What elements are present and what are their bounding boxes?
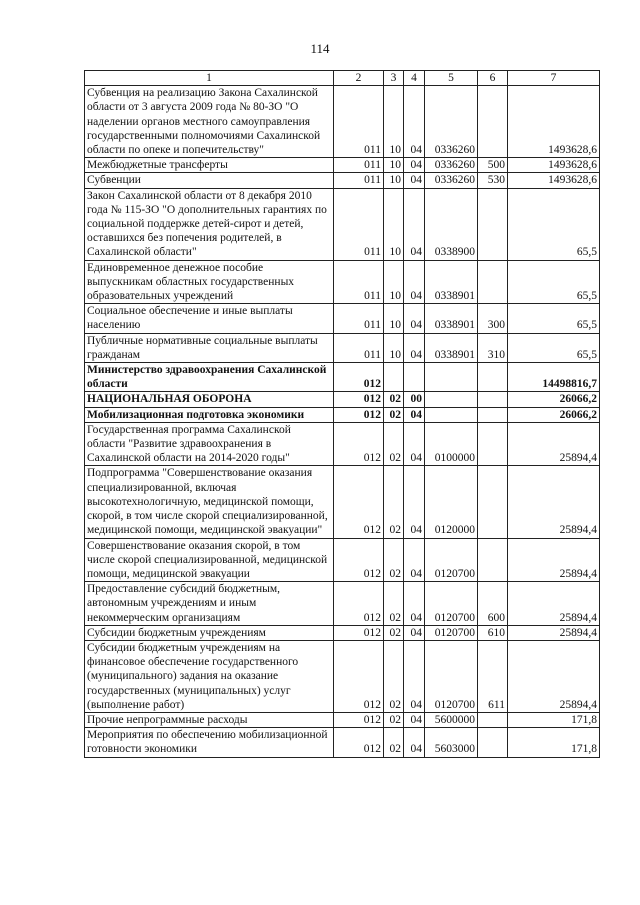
code-ministry: 011	[334, 333, 384, 362]
row-name: Мобилизационная подготовка экономики	[85, 407, 334, 422]
table-row	[85, 392, 600, 407]
code-target	[425, 407, 478, 422]
row-name: Подпрограмма "Совершенствование оказания специализированной, включая высокотехнологичную, медицинской помощи, скорой, в том числе скорой специализированной, медицинской помощи, медицинской эвакуации"	[85, 466, 334, 538]
code-ministry: 011	[334, 158, 384, 173]
code-section: 02	[384, 538, 404, 582]
table-row	[85, 407, 600, 422]
amount: 25894,4	[508, 582, 600, 626]
code-expense-type	[478, 407, 508, 422]
code-target: 0100000	[425, 422, 478, 466]
code-subsection: 04	[404, 407, 425, 422]
code-subsection: 04	[404, 158, 425, 173]
row-name: Государственная программа Сахалинской области "Развитие здравоохранения в Сахалинской области на 2014-2020 годы"	[85, 422, 334, 466]
amount: 25894,4	[508, 538, 600, 582]
table-row	[85, 625, 600, 640]
amount: 14498816,7	[508, 363, 600, 392]
code-target: 0338901	[425, 304, 478, 333]
code-expense-type: 611	[478, 640, 508, 712]
code-target	[425, 363, 478, 392]
code-subsection: 04	[404, 422, 425, 466]
code-ministry: 012	[334, 582, 384, 626]
budget-table	[84, 70, 600, 758]
code-section	[384, 363, 404, 392]
code-subsection: 04	[404, 712, 425, 727]
code-ministry: 012	[334, 392, 384, 407]
code-section: 02	[384, 712, 404, 727]
code-target: 0338901	[425, 333, 478, 362]
code-subsection: 04	[404, 582, 425, 626]
table-row	[85, 333, 600, 362]
table-row	[85, 173, 600, 188]
code-subsection: 04	[404, 86, 425, 158]
code-expense-type	[478, 188, 508, 260]
code-subsection: 04	[404, 640, 425, 712]
code-section: 02	[384, 422, 404, 466]
table-row	[85, 712, 600, 727]
code-expense-type	[478, 392, 508, 407]
code-subsection: 00	[404, 392, 425, 407]
code-target: 0120000	[425, 466, 478, 538]
code-target: 5603000	[425, 728, 478, 757]
table-row	[85, 188, 600, 260]
amount: 65,5	[508, 333, 600, 362]
code-section: 10	[384, 86, 404, 158]
code-target: 0336260	[425, 86, 478, 158]
code-section: 10	[384, 333, 404, 362]
row-name: Закон Сахалинской области от 8 декабря 2010 года № 115-ЗО "О дополнительных гарантиях по социальной поддержке детей-сирот и детей, оставшихся без попечения родителей, в Сахалинской области"	[85, 188, 334, 260]
code-expense-type: 530	[478, 173, 508, 188]
row-name: Субвенции	[85, 173, 334, 188]
code-expense-type: 600	[478, 582, 508, 626]
page-number: 114	[310, 41, 330, 56]
amount: 25894,4	[508, 466, 600, 538]
column-header: 3	[384, 71, 404, 86]
code-target: 0120700	[425, 582, 478, 626]
code-expense-type	[478, 728, 508, 757]
table-row	[85, 363, 600, 392]
row-name: Совершенствование оказания скорой, в том числе скорой специализированной, медицинской помощи, медицинской эвакуации	[85, 538, 334, 582]
code-expense-type	[478, 363, 508, 392]
code-expense-type	[478, 538, 508, 582]
table-row	[85, 158, 600, 173]
row-name: НАЦИОНАЛЬНАЯ ОБОРОНА	[85, 392, 334, 407]
code-target: 0338901	[425, 260, 478, 304]
code-section: 02	[384, 466, 404, 538]
code-ministry: 012	[334, 407, 384, 422]
code-section: 02	[384, 407, 404, 422]
code-subsection: 04	[404, 188, 425, 260]
table-row	[85, 728, 600, 757]
code-subsection: 04	[404, 625, 425, 640]
row-name: Мероприятия по обеспечению мобилизационной готовности экономики	[85, 728, 334, 757]
code-ministry: 011	[334, 173, 384, 188]
code-expense-type: 610	[478, 625, 508, 640]
code-expense-type: 310	[478, 333, 508, 362]
code-subsection: 04	[404, 260, 425, 304]
amount: 26066,2	[508, 407, 600, 422]
code-section: 10	[384, 158, 404, 173]
code-subsection: 04	[404, 466, 425, 538]
code-expense-type: 300	[478, 304, 508, 333]
amount: 1493628,6	[508, 86, 600, 158]
column-header: 5	[425, 71, 478, 86]
table-row	[85, 86, 600, 158]
column-header: 2	[334, 71, 384, 86]
code-target	[425, 392, 478, 407]
code-ministry: 012	[334, 538, 384, 582]
code-expense-type	[478, 86, 508, 158]
code-subsection	[404, 363, 425, 392]
row-name: Субсидии бюджетным учреждениям на финансовое обеспечение государственного (муниципального) задания на оказание государственных (муниципальных) услуг (выполнение работ)	[85, 640, 334, 712]
amount: 25894,4	[508, 625, 600, 640]
code-ministry: 011	[334, 188, 384, 260]
amount: 65,5	[508, 304, 600, 333]
code-subsection: 04	[404, 538, 425, 582]
table-row	[85, 538, 600, 582]
amount: 171,8	[508, 728, 600, 757]
amount: 25894,4	[508, 640, 600, 712]
code-section: 02	[384, 728, 404, 757]
amount: 1493628,6	[508, 173, 600, 188]
code-ministry: 012	[334, 712, 384, 727]
amount: 171,8	[508, 712, 600, 727]
code-ministry: 012	[334, 728, 384, 757]
code-subsection: 04	[404, 728, 425, 757]
code-subsection: 04	[404, 304, 425, 333]
code-section: 10	[384, 304, 404, 333]
code-ministry: 012	[334, 466, 384, 538]
table-row	[85, 466, 600, 538]
column-header: 1	[85, 71, 334, 86]
amount: 1493628,6	[508, 158, 600, 173]
row-name: Прочие непрограммные расходы	[85, 712, 334, 727]
code-target: 0338900	[425, 188, 478, 260]
code-ministry: 011	[334, 260, 384, 304]
table-row	[85, 304, 600, 333]
table-header-row	[85, 71, 600, 86]
code-section: 02	[384, 640, 404, 712]
amount: 65,5	[508, 188, 600, 260]
code-section: 02	[384, 582, 404, 626]
code-subsection: 04	[404, 173, 425, 188]
row-name: Межбюджетные трансферты	[85, 158, 334, 173]
budget-table-body	[85, 71, 600, 758]
code-ministry: 012	[334, 422, 384, 466]
row-name: Предоставление субсидий бюджетным, автономным учреждениям и иным некоммерческим организациям	[85, 582, 334, 626]
column-header: 7	[508, 71, 600, 86]
code-target: 0120700	[425, 538, 478, 582]
code-ministry: 012	[334, 640, 384, 712]
row-name: Публичные нормативные социальные выплаты гражданам	[85, 333, 334, 362]
row-name: Единовременное денежное пособие выпускникам областных государственных образовательных учреждений	[85, 260, 334, 304]
code-target: 5600000	[425, 712, 478, 727]
row-name: Субсидии бюджетным учреждениям	[85, 625, 334, 640]
code-section: 10	[384, 188, 404, 260]
code-expense-type	[478, 466, 508, 538]
table-row	[85, 260, 600, 304]
code-expense-type	[478, 712, 508, 727]
table-row	[85, 640, 600, 712]
column-header: 6	[478, 71, 508, 86]
amount: 25894,4	[508, 422, 600, 466]
code-target: 0120700	[425, 625, 478, 640]
code-ministry: 011	[334, 304, 384, 333]
column-header: 4	[404, 71, 425, 86]
row-name: Социальное обеспечение и иные выплаты населению	[85, 304, 334, 333]
table-row	[85, 582, 600, 626]
code-subsection: 04	[404, 333, 425, 362]
code-target: 0336260	[425, 173, 478, 188]
code-expense-type	[478, 260, 508, 304]
code-target: 0120700	[425, 640, 478, 712]
code-section: 02	[384, 625, 404, 640]
code-section: 10	[384, 260, 404, 304]
amount: 26066,2	[508, 392, 600, 407]
code-target: 0336260	[425, 158, 478, 173]
code-section: 02	[384, 392, 404, 407]
code-section: 10	[384, 173, 404, 188]
amount: 65,5	[508, 260, 600, 304]
code-ministry: 011	[334, 86, 384, 158]
code-ministry: 012	[334, 363, 384, 392]
row-name: Министерство здравоохранения Сахалинской области	[85, 363, 334, 392]
code-ministry: 012	[334, 625, 384, 640]
code-expense-type: 500	[478, 158, 508, 173]
row-name: Субвенция на реализацию Закона Сахалинской области от 3 августа 2009 года № 80-ЗО "О наделении органов местного самоуправления государственными полномочиями Сахалинской области по опеке и попечительству"	[85, 86, 334, 158]
table-row	[85, 422, 600, 466]
code-expense-type	[478, 422, 508, 466]
